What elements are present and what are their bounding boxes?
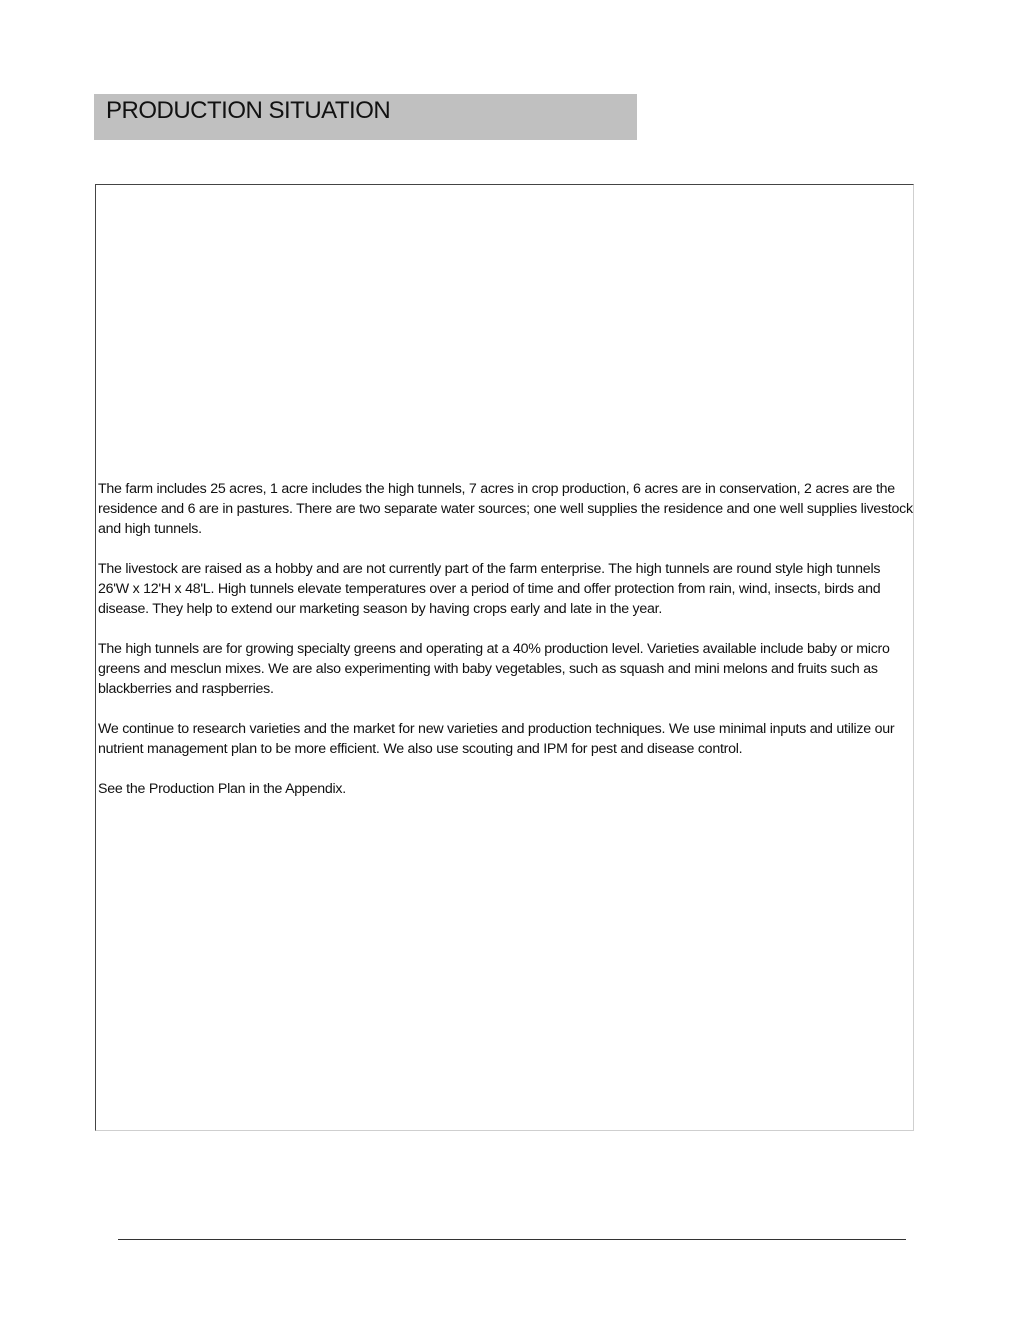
paragraph-farm-overview: The farm includes 25 acres, 1 acre includes the high tunnels, 7 acres in crop production, 6 acres are in conservation, 2 acres are the residence and 6 are in pastures. There are two separate water sources; one well supplies the residence and one well supplies livestock and high tunnels. [98, 481, 913, 537]
content-text [98, 479, 913, 819]
paragraph-livestock-tunnels: The livestock are raised as a hobby and are not currently part of the farm enterprise. The high tunnels are round style high tunnels 26'W x 12'H x 48'L. High tunnels elevate temperatures over a period of time and offer protection from rain, wind, insects, birds and disease. They help to extend our marketing season by having crops early and late in the year. [98, 561, 881, 617]
paragraph-specialty-greens: The high tunnels are for growing specialty greens and operating at a 40% production level. Varieties available include baby or micro greens and mesclun mixes. We are also experimenting with baby vegetables, such as squash and mini melons and fruits such as blackberries and raspberries. [98, 641, 890, 697]
content-box [95, 184, 914, 1131]
footer-rule [118, 1239, 906, 1240]
paragraph-appendix-reference: See the Production Plan in the Appendix. [98, 781, 346, 797]
section-header [94, 94, 637, 140]
paragraph-research-techniques: We continue to research varieties and the market for new varieties and production techniques. We use minimal inputs and utilize our nutrient management plan to be more efficient. We also use scouting and IPM for pest and disease control. [98, 721, 895, 757]
section-title: PRODUCTION SITUATION [106, 97, 391, 124]
